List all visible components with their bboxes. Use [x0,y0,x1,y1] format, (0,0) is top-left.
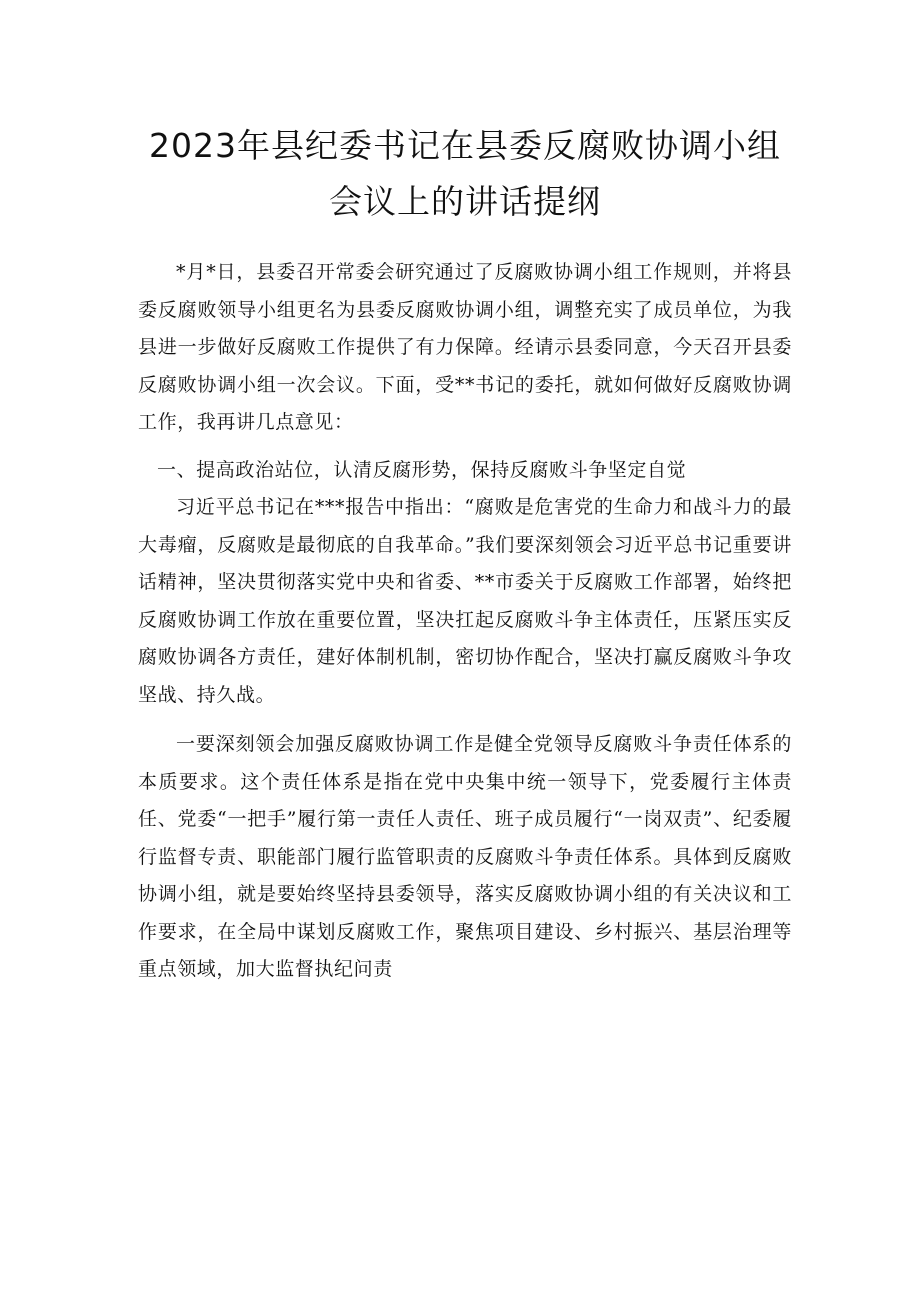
document-body [138,254,792,989]
document-title [138,118,792,230]
paragraph-quote: 习近平总书记在***报告中指出：“腐败是危害党的生命力和战斗力的最大毒瘤，反腐败是最彻底的自我革命。”我们要深刻领会习近平总书记重要讲话精神，坚决贯彻落实党中央和省委、**市委关于反腐败工作部署，始终把反腐败协调工作放在重要位置，坚决扛起反腐败斗争主体责任，压紧压实反腐败协调各方责任，建好体制机制，密切协作配合，坚决打赢反腐败斗争攻坚战、持久战。 [138,496,792,706]
paragraph-intro: *月*日，县委召开常委会研究通过了反腐败协调小组工作规则，并将县委反腐败领导小组更名为县委反腐败协调小组，调整充实了成员单位，为我县进一步做好反腐败工作提供了有力保障。经请示县委同意，今天召开县委反腐败协调小组一次会议。下面，受**书记的委托，就如何做好反腐败协调工作，我再讲几点意见： [138,261,792,433]
paragraph-point-1: 一要深刻领会加强反腐败协调工作是健全党领导反腐败斗争责任体系的本质要求。这个责任体系是指在党中央集中统一领导下，党委履行主体责任、党委“一把手”履行第一责任人责任、班子成员履行“一岗双责”、纪委履行监督专责、职能部门履行监管职责的反腐败斗争责任体系。具体到反腐败协调小组，就是要始终坚持县委领导，落实反腐败协调小组的有关决议和工作要求，在全局中谋划反腐败工作，聚焦项目建设、乡村振兴、基层治理等重点领域，加大监督执纪问责 [138,733,792,980]
section-heading-1: 一、提高政治站位，认清反腐形势，保持反腐败斗争坚定自觉 [157,458,687,481]
title-line-1: 2023年县纪委书记在县委反腐败协调小组 [149,126,781,165]
title-line-2: 会议上的讲话提纲 [329,182,601,221]
